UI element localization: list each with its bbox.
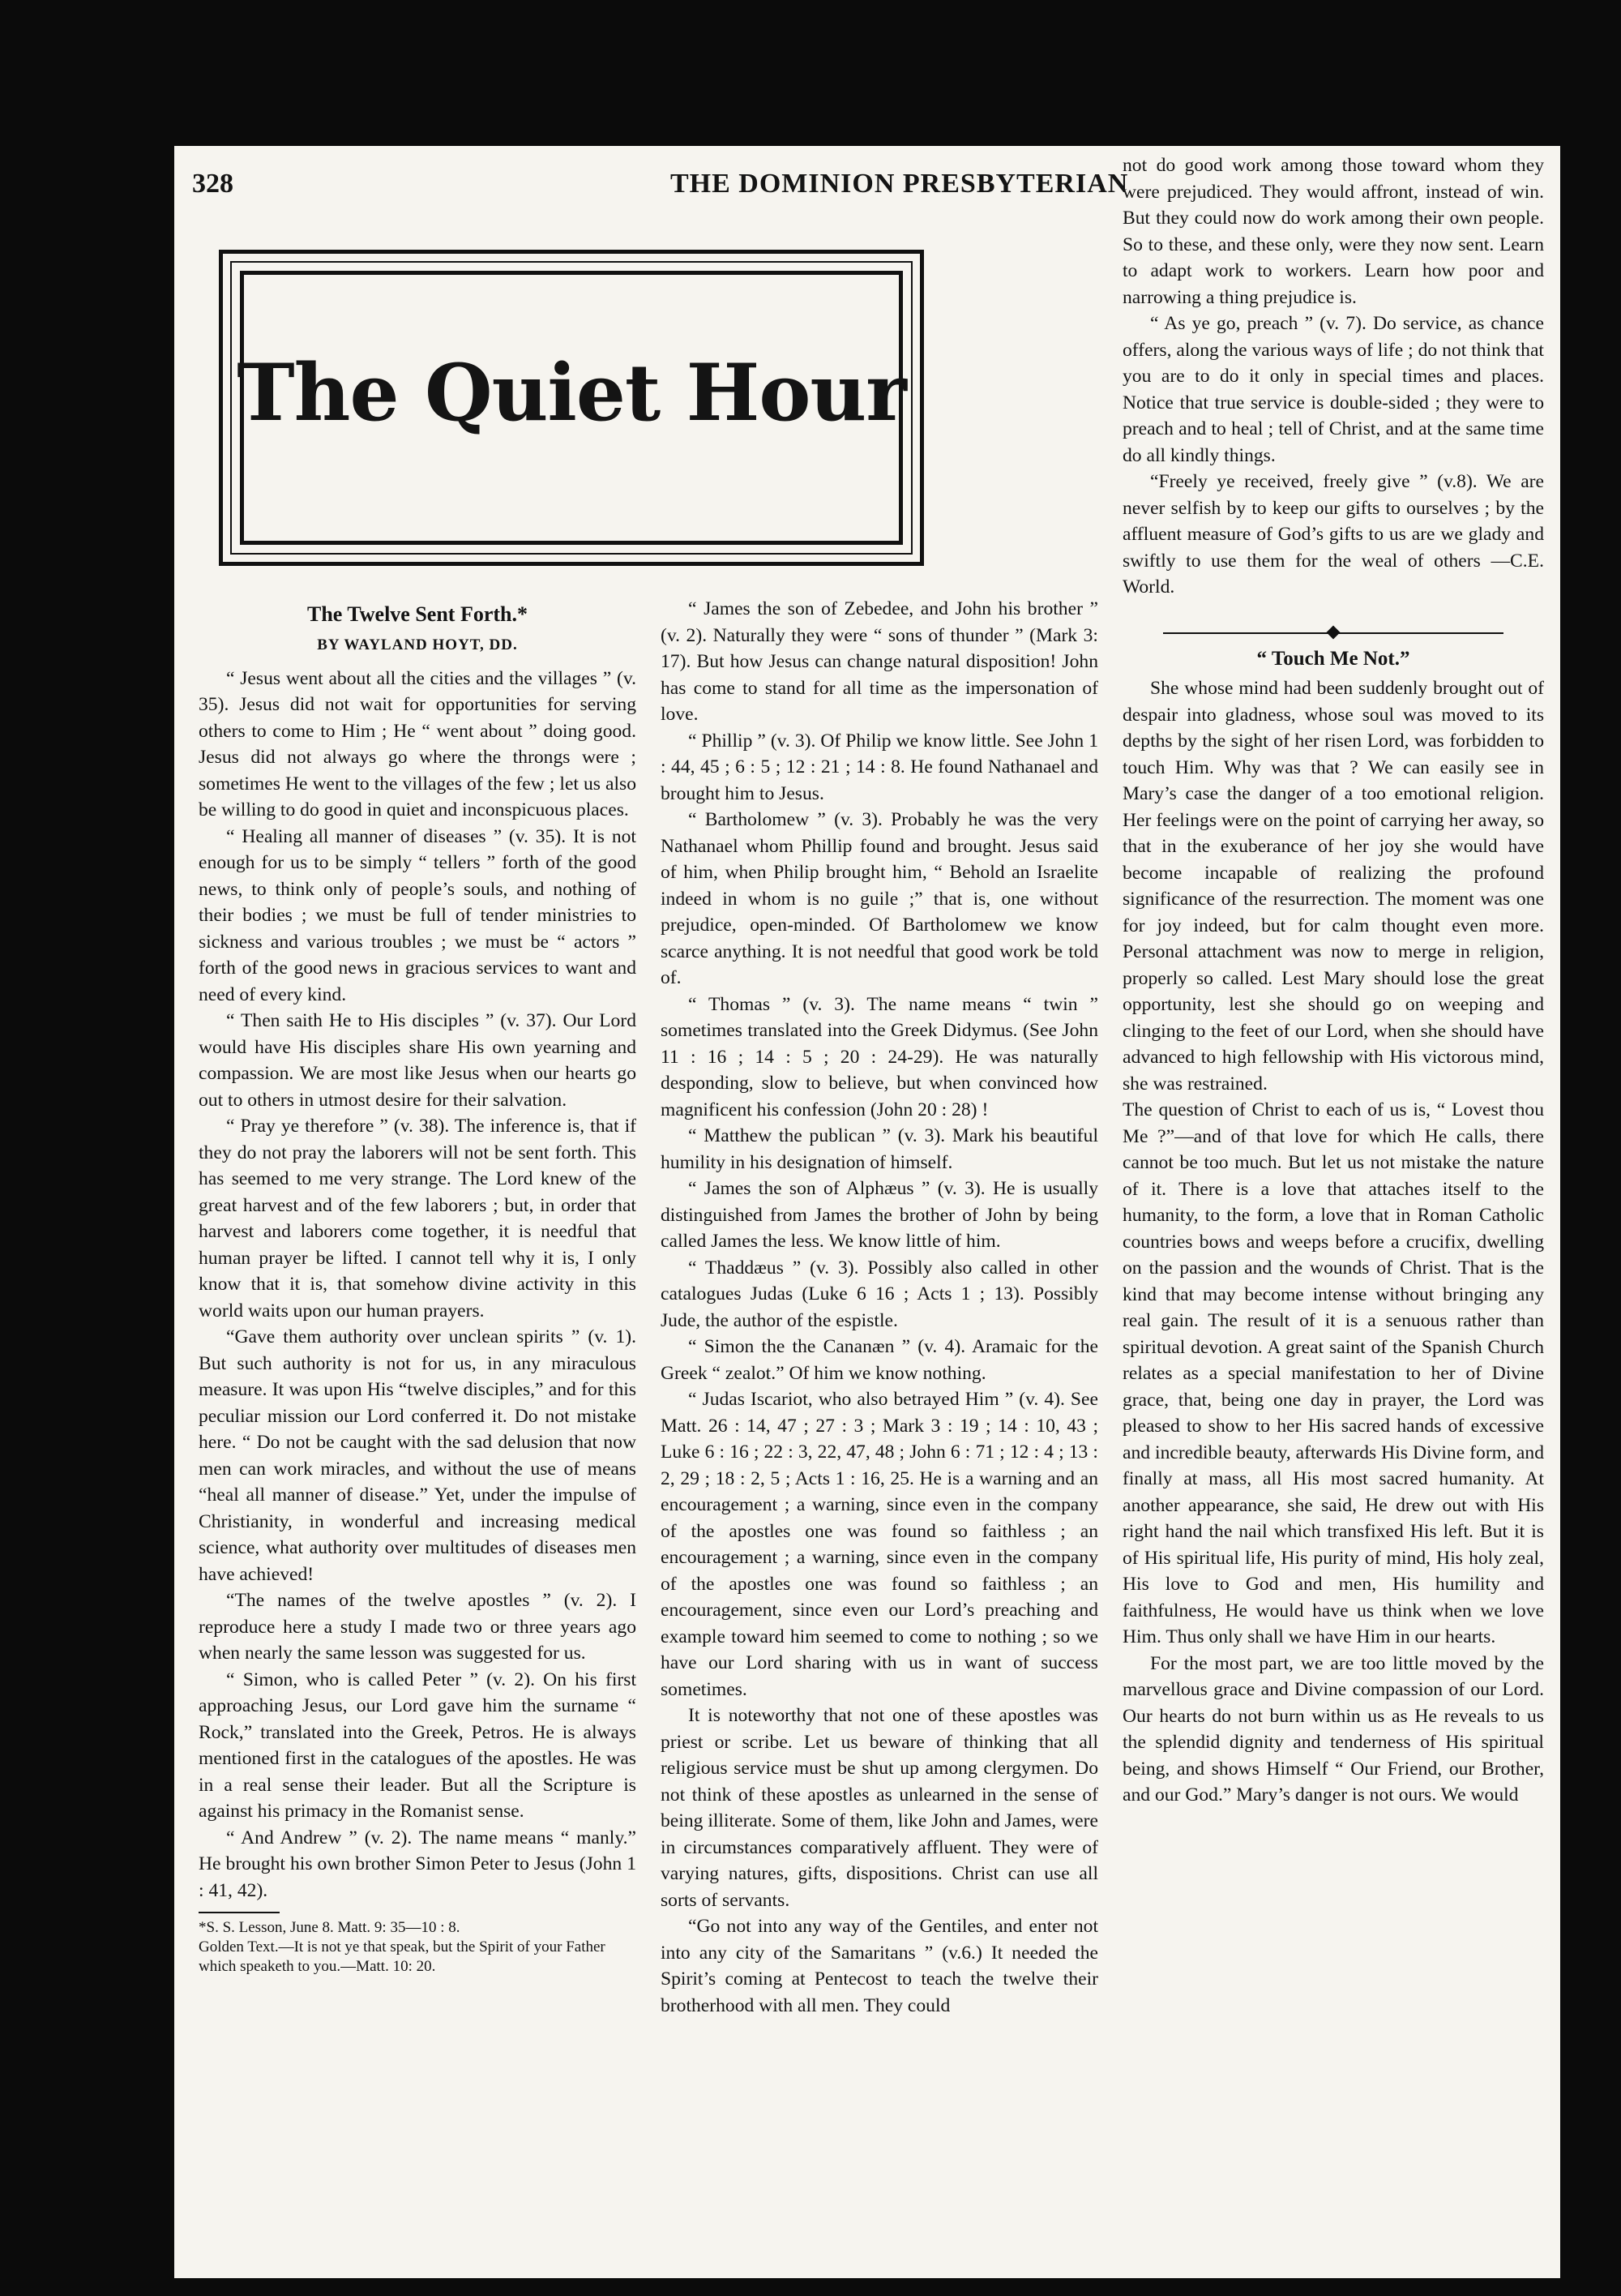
- paragraph: “ Judas Iscariot, who also betrayed Him ” (v. 4). See Matt. 26 : 14, 47 ; 27 : 3 ; Mark 3 : 19 ; 14 : 10, 43 ; Luke 6 : 16 ; 22 : 3, 22, 47, 48 ; John 6 : 71 ; 12 : 4 ; 13 : 2, 29 ; 18 : 2, 5 ; Acts 1 : 16, 25. He is a warning and an encouragement ; a warning, since even in the company of the apostles one was found so faithless ; an encouragement ; a warning, since even in the company of the apostles one was found so faithless ; an encouragement, since even our Lord’s preaching and example toward him seemed to come to nothing ; so we have our Lord sharing with us in want of success sometimes.: [661, 1389, 1098, 1700]
- paragraph: For the most part, we are too little moved by the marvellous grace and Divine compassion of our Lord. Our hearts do not burn within us as He reveals to us the splendid dignity and tenderness of His spiritual being, and shows Himself “ Our Friend, our Brother, and our God.” Mary’s danger is not ours. We would: [1123, 1652, 1544, 1806]
- section-divider: [1163, 625, 1503, 641]
- page: [174, 146, 1560, 2278]
- paragraph: “ And Andrew ” (v. 2). The name means “ manly.” He brought his own brother Simon Peter to Jesus (John 1 : 41, 42).: [199, 1827, 636, 1901]
- footnote-rule: [199, 1912, 280, 1913]
- section-banner: [219, 250, 924, 566]
- column-1: [199, 600, 636, 1977]
- paragraph: not do good work among those toward whom they were prejudiced. They would affront, instead of win. But they could now do work among their own people. So to these, and these only, were they now sent. Learn to adapt work to workers. Learn how poor and narrowing a thing prejudice is.: [1123, 155, 1544, 308]
- paragraph: She whose mind had been suddenly brought out of despair into gladness, whose soul was moved to its depths by the sight of her risen Lord, was forbidden to touch Him. Why was that ? We can easily see in Mary’s case the danger of a too emotional religion. Her feelings were on the point of carrying her away, so that in the exuberance of her joy she would have become incapable of realizing the profound significance of the resurrection. The moment was one for joy indeed, but for calm thought even more. Personal attachment was now to merge in religion, properly so called. Lest Mary should lose the great opportunity, lest she should go on weeping and clinging to the feet of our Lord, when she should have advanced to high fellowship with His victorous mind, she was restrained.: [1123, 678, 1544, 1094]
- paragraph: “ Matthew the publican ” (v. 3). Mark his beautiful humility in his designation of himself.: [661, 1125, 1098, 1173]
- footnote-lesson: *S. S. Lesson, June 8. Matt. 9: 35—10 : 8.: [199, 1919, 460, 1936]
- paragraph: “Go not into any way of the Gentiles, and enter not into any city of the Samaritans ” (v.6.) It needed the Spirit’s coming at Pentecost to teach the twelve their brotherhood with all men. They could: [661, 1916, 1098, 2016]
- paragraph: The question of Christ to each of us is, “ Lovest thou Me ?”—and of that love for which He calls, there cannot be too much. But let us not mistake the nature of it. There is a love that attaches itself to the humanity, to the form, a love that in Roman Catholic countries bows and weeps before a crucifix, dwelling on the passion and the wounds of Christ. That is the kind that may become intense without bringing any real gain. The result of it is a senuous rather than spiritual devotion. A great saint of the Spanish Church relates as a special manifestation to her of Divine grace, that, being one day in prayer, the Lord was pleased to show to her His sacred hands of excessive and incredible beauty, afterwards His Divine form, and finally at mass, all His most sacred humanity. At another appearance, she said, He drew out with His right hand the nail which transfixed His left. But it is of His spiritual life, His purity of mind, His holy zeal, His love to God and men, His humility and faithfulness, He would have us think when we love Him. Thus only shall we have Him in our hearts.: [1123, 1099, 1544, 1647]
- paragraph: “ Pray ye therefore ” (v. 38). The inference is, that if they do not pray the laborers will not be sent forth. This has seemed to me very strange. The Lord knew of the great harvest and of the few laborers ; but, in order that harvest and laborers come together, it is needful that human prayer be lifted. I cannot tell why it is, I only know that it is, that somehow divine activity in this world waits upon our human prayers.: [199, 1116, 636, 1321]
- paragraph: “Freely ye received, freely give ” (v.8). We are never selfish by to keep our gifts to ourselves ; by the affluent measure of God’s gifts to us are we glady and swiftly to use them for the weal of others —C.E. World.: [1123, 471, 1544, 598]
- paragraph: “ James the son of Alphæus ” (v. 3). He is usually distinguished from James the brother of John by being called James the less. We know little of him.: [661, 1178, 1098, 1252]
- journal-title: THE DOMINION PRESBYTERIAN: [670, 169, 1129, 199]
- paragraph: “ Thomas ” (v. 3). The name means “ twin ” sometimes translated into the Greek Didymus. (See John 11 : 16 ; 14 : 5 ; 20 : 24-29). He was naturally desponding, slow to believe, but when convinced how magnificent his confession (John 20 : 28) !: [661, 993, 1098, 1120]
- article-title: “ Touch Me Not.”: [1256, 647, 1410, 670]
- column-3: [1123, 152, 1544, 1809]
- paragraph: “ Healing all manner of diseases ” (v. 35). It is not enough for us to be simply “ tellers ” forth of the good news, to think only of people’s souls, and nothing of their bodies ; we must be full of tender ministries to sickness and various troubles ; we must be “ actors ” forth of the good news in gracious services to want and need of every kind.: [199, 825, 636, 1005]
- paragraph: “The names of the twelve apostles ” (v. 2). I reproduce here a study I made two or three years ago when nearly the same lesson was suggested for us.: [199, 1590, 636, 1664]
- paragraph: “ Then saith He to His disciples ” (v. 37). Our Lord would have His disciples share His own yearning and compassion. We are most like Jesus when our hearts go out to others in utmost desire for their salvation.: [199, 1010, 636, 1111]
- paragraph: “ Phillip ” (v. 3). Of Philip we know little. See John 1 : 44, 45 ; 6 : 5 ; 12 : 21 ; 14 : 8. He found Nathanael and brought him to Jesus.: [661, 730, 1098, 804]
- paragraph: It is noteworthy that not one of these apostles was priest or scribe. Let us beware of thinking that all religious service must be shut up among clergymen. Do not think of these apostles as unlearned in the sense of being illiterate. Some of them, like John and James, were in circumstances comparatively affluent. They were of varying natures, gifts, dispositions. Christ can use all sorts of servants.: [661, 1705, 1098, 1911]
- article-byline: BY WAYLAND HOYT, DD.: [317, 636, 518, 653]
- footnote-golden-text: Golden Text.—It is not ye that speak, but the Spirit of your Father which speaketh to you.—Matt. 10: 20.: [199, 1938, 605, 1975]
- page-number: 328: [192, 169, 233, 199]
- paragraph: “ Jesus went about all the cities and the villages ” (v. 35). Jesus did not wait for opportunities for serving others to come to Him ; He “ went about ” doing good. Jesus did not always go where the throngs were ; sometimes He went to the villages of the few ; let us also be willing to do good in quiet and inconspicuous places.: [199, 667, 636, 820]
- section-title: The Quiet Hour: [237, 347, 906, 439]
- divider-ornament-icon: [1327, 625, 1341, 639]
- paragraph: “ As ye go, preach ” (v. 7). Do service, as chance offers, along the various ways of life ; do not think that you are to do it only in special times and places. Notice that true service is double-sided ; they were to preach and to heal ; tell of Christ, and at the same time do all kindly things.: [1123, 313, 1544, 466]
- paragraph: “ Thaddæus ” (v. 3). Possibly also called in other catalogues Judas (Luke 6 16 ; Acts 1 ; 13). Possibly Jude, the author of the espistle.: [661, 1257, 1098, 1331]
- column-2: [661, 596, 1098, 2019]
- article-title: The Twelve Sent Forth.*: [306, 602, 528, 626]
- paragraph: “ Simon the the Cananæn ” (v. 4). Aramaic for the Greek “ zealot.” Of him we know nothing.: [661, 1336, 1098, 1384]
- paragraph: “ James the son of Zebedee, and John his brother ” (v. 2). Naturally they were “ sons of thunder ” (Mark 3: 17). But how Jesus can change natural disposition! John has come to stand for all time as the impersonation of love.: [661, 598, 1098, 725]
- paragraph: “Gave them authority over unclean spirits ” (v. 1). But such authority is not for us, in any miraculous measure. It was upon His “twelve disciples,” and for this peculiar mission our Lord conferred it. Do not mistake here. “ Do not be caught with the sad delusion that now men can work miracles, and without the use of means “heal all manner of disease.” Yet, under the impulse of Christianity, in wonderful and increasing medical science, what authority over multitudes of diseases men have achieved!: [199, 1326, 636, 1585]
- paragraph: “ Simon, who is called Peter ” (v. 2). On his first approaching Jesus, our Lord gave him the surname “ Rock,” translated into the Greek, Petros. He is always mentioned first in the catalogues of the apostles. He was in a real sense their leader. But all the Scripture is against his primacy in the Romanist sense.: [199, 1668, 636, 1822]
- footnote: [199, 1918, 636, 1977]
- paragraph: “ Bartholomew ” (v. 3). Probably he was the very Nathanael whom Phillip found and brought. Jesus said of him, when Philip brought him, “ Behold an Israelite indeed in whom is no guile ;” that is, one without prejudice, open-minded. Of Bartholomew we know scarce anything. It is not needful that good work be told of.: [661, 809, 1098, 988]
